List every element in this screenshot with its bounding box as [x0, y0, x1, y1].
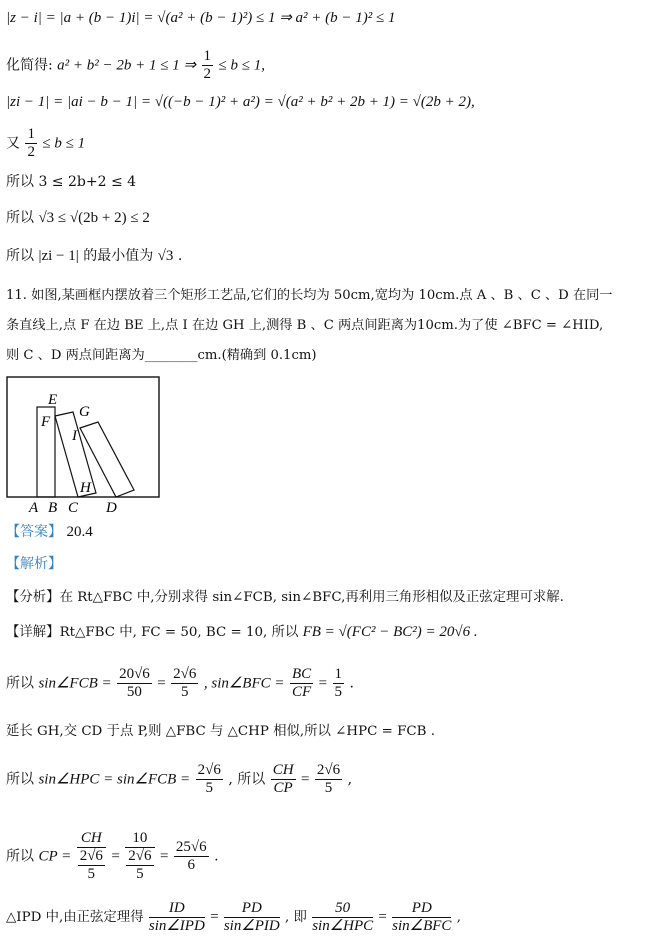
numerator: PD: [392, 900, 451, 918]
denominator: CP: [273, 780, 293, 796]
numerator: 1: [27, 126, 35, 142]
inner-fraction: [126, 848, 153, 883]
comma: ,: [456, 910, 461, 925]
fraction: [271, 762, 296, 797]
period: .: [214, 848, 219, 865]
inner-fraction: [78, 848, 105, 883]
equation-line-6: [6, 208, 150, 228]
numerator: 2√6: [79, 848, 103, 864]
analysis-label: 【解析】: [6, 556, 62, 572]
equals: =: [318, 675, 328, 692]
fraction: [174, 839, 209, 874]
equals: =: [300, 771, 310, 788]
so-prefix: 所以: [6, 675, 34, 692]
answer-line: [6, 522, 93, 542]
min-value: √3: [157, 248, 174, 264]
fenxi-text: 在 Rt△FBC 中,分别求得 sin∠FCB, sin∠BFC,再利用三角形相似及正弦定理可求解.: [59, 590, 564, 605]
equals: =: [111, 848, 120, 865]
sine-law-prefix: △IPD 中,由正弦定理得: [6, 910, 144, 925]
modulus-expr: |zi − 1|: [38, 248, 79, 264]
fb-expr: FB = √(FC² − BC²) = 20√6 .: [302, 624, 478, 640]
period: .: [177, 248, 183, 264]
detail-label: 【详解】: [6, 625, 60, 640]
numerator: 2√6: [197, 762, 221, 778]
frame-figure: [6, 374, 162, 520]
label-I: I: [72, 428, 77, 444]
answer-label: 【答案】: [6, 524, 62, 540]
sqrt-range: √3 ≤ √(2b + 2) ≤ 2: [38, 210, 150, 226]
simplify-prefix: 化简得:: [6, 57, 53, 74]
equation-line-2: [6, 48, 265, 83]
numerator: CH: [272, 762, 294, 778]
fraction: [315, 762, 342, 797]
denominator: 5: [205, 780, 213, 796]
range-tail: ≤ b ≤ 1: [42, 135, 86, 152]
step-3: [6, 762, 352, 797]
sin-hpc: sin∠HPC = sin∠FCB =: [38, 771, 191, 788]
numerator: 2√6: [173, 666, 197, 682]
fraction: [171, 666, 198, 701]
also-prefix: 又: [6, 135, 20, 152]
numerator: 25√6: [175, 839, 207, 855]
equation-line-3: |zi − 1| = |ai − b − 1| = √((−b − 1)² + a²) = √(a² + b² + 2b + 1) = √(2b + 2),: [6, 94, 475, 110]
numerator: 1: [334, 666, 343, 682]
simplify-expr: a² + b² − 2b + 1 ≤ 1 ⇒: [57, 57, 197, 74]
equation-line-5: 所以 3 ≤ 2b+2 ≤ 4: [6, 174, 137, 190]
so-prefix: 所以: [6, 848, 34, 865]
label-H: H: [80, 480, 91, 496]
compound-fraction: [77, 830, 106, 883]
numerator: 1: [203, 48, 212, 64]
fraction: [290, 666, 313, 701]
cp-lhs: CP =: [38, 848, 72, 865]
ie-text: , 即: [285, 910, 307, 925]
denominator: 5: [87, 866, 96, 882]
detail-text: Rt△FBC 中, FC = 50, BC = 10, 所以: [59, 625, 299, 640]
so-text: , 所以: [228, 771, 266, 788]
numerator: 10: [125, 830, 154, 848]
label-B: B: [48, 500, 58, 516]
numerator: 2√6: [128, 848, 152, 864]
equation-line-4: [6, 126, 85, 161]
fraction-half: [202, 48, 214, 83]
equals: =: [157, 675, 166, 692]
simplify-tail: ≤ b ≤ 1,: [218, 57, 265, 74]
compound-fraction: [125, 830, 154, 883]
label-D: D: [106, 500, 117, 516]
fraction: [149, 900, 205, 935]
fraction: [312, 900, 373, 935]
problem-line-1: 11. 如图,某画框内摆放着三个矩形工艺品,它们的长均为 50cm,宽均为 10cm.点 A 、B 、C 、D 在同一: [6, 288, 613, 303]
denominator: 5: [181, 684, 189, 700]
fraction: [196, 762, 223, 797]
denominator: 5: [136, 866, 144, 882]
fraction-half: [25, 126, 37, 161]
equals: =: [378, 909, 387, 925]
problem-line-3: 则 C 、D 两点间距离为________cm.(精确到 0.1cm): [6, 348, 317, 363]
numerator: CH: [77, 830, 106, 848]
label-E: E: [48, 392, 58, 408]
equation-line-1: |z − i| = |a + (b − 1)i| = √(a² + (b − 1)²) ≤ 1 ⇒ a² + (b − 1)² ≤ 1: [6, 10, 396, 26]
denominator: 6: [187, 857, 196, 873]
numerator: 20√6: [119, 666, 150, 682]
step-2: 延长 GH,交 CD 于点 P,则 △FBC 与 △CHP 相似,所以 ∠HPC = FCB .: [6, 724, 435, 739]
denominator: [125, 848, 154, 883]
numerator: 2√6: [316, 762, 341, 778]
numerator: 50: [312, 900, 373, 918]
sin-bfc: , sin∠BFC =: [203, 675, 285, 692]
denominator: 2: [27, 144, 35, 160]
step-5: [6, 900, 461, 935]
detail-line: [6, 622, 478, 643]
numerator: PD: [224, 900, 280, 918]
so-prefix: 所以: [6, 248, 34, 264]
answer-value: 20.4: [66, 524, 93, 540]
comma: ,: [347, 771, 353, 788]
denominator: sin∠HPC: [312, 918, 374, 934]
denominator: 50: [126, 684, 142, 700]
period: .: [349, 675, 354, 692]
problem-line-2: 条直线上,点 F 在边 BE 上,点 I 在边 GH 上,测得 B 、C 两点间距离为10cm.为了使 ∠BFC = ∠HID,: [6, 318, 604, 333]
fenxi-label: 【分析】: [6, 590, 60, 605]
fraction: [333, 666, 345, 701]
denominator: 5: [334, 684, 343, 700]
denominator: sin∠IPD: [148, 918, 205, 934]
fraction: [392, 900, 451, 935]
picture-frame: [7, 377, 159, 497]
fenxi-line: [6, 588, 564, 608]
denominator: 2: [203, 66, 212, 82]
step-1: [6, 666, 354, 701]
min-text: 的最小值为: [83, 248, 154, 264]
denominator: sin∠BFC: [392, 918, 452, 934]
denominator: sin∠PID: [223, 918, 280, 934]
denominator: [77, 848, 106, 883]
so-prefix: 所以: [6, 210, 34, 226]
numerator: BC: [291, 666, 312, 682]
fraction: [117, 666, 152, 701]
equation-line-7: [6, 246, 182, 266]
label-C: C: [68, 500, 79, 516]
label-A: A: [29, 500, 39, 516]
numerator: ID: [149, 900, 205, 918]
step-4: [6, 830, 219, 883]
denominator: CF: [291, 684, 312, 700]
equals: =: [159, 848, 169, 865]
fraction: [224, 900, 280, 935]
label-F: F: [41, 414, 51, 430]
denominator: 5: [324, 780, 333, 796]
sin-fcb: sin∠FCB =: [38, 675, 112, 692]
equals: =: [210, 909, 219, 925]
label-G: G: [79, 404, 90, 420]
so-prefix: 所以: [6, 771, 34, 788]
